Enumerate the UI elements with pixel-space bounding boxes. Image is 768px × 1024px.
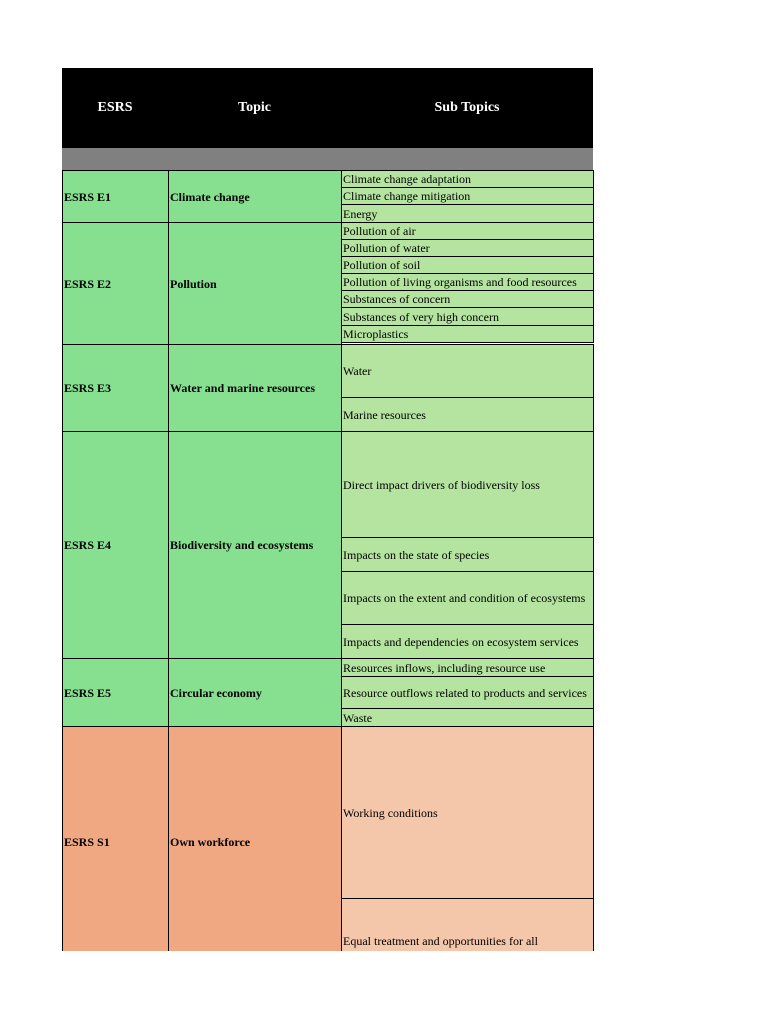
topic-cell: Water and marine resources [168,344,342,432]
subtopic-cell: Pollution of air [341,222,594,240]
subtopic-cell: Marine resources [341,397,594,432]
header-sub-topics: Sub Topics [434,100,500,115]
topic-cell: Biodiversity and ecosystems [168,431,342,659]
subtopic-cell: Resource outflows related to products and services [341,676,594,709]
esrs-code-cell: ESRS E5 [62,658,169,727]
esrs-code-cell: ESRS E3 [62,344,169,432]
subtopic-cell: Direct impact drivers of biodiversity loss [341,431,594,538]
subtopic-cell: Pollution of soil [341,256,594,274]
subtopic-cell: Water [341,344,594,398]
subtopic-cell: Substances of very high concern [341,307,594,326]
subtopic-cell: Pollution of living organisms and food resources [341,273,594,291]
header-separator-band [62,148,593,170]
subtopic-cell: Pollution of water [341,239,594,257]
esrs-code-cell: ESRS E4 [62,431,169,659]
subtopic-cell: Equal treatment and opportunities for all [341,898,594,951]
subtopic-cell: Energy [341,204,594,223]
topic-cell: Own workforce [168,726,342,951]
subtopic-cell: Substances of concern [341,290,594,308]
subtopic-cell: Resources inflows, including resource use [341,658,594,677]
header-topic: Topic [238,100,271,115]
esrs-code-cell: ESRS E1 [62,170,169,223]
subtopic-cell: Microplastics [341,325,594,343]
esrs-topics-table [62,68,594,951]
subtopic-cell: Impacts on the state of species [341,537,594,572]
subtopic-cell: Impacts and dependencies on ecosystem services [341,624,594,659]
topic-cell: Circular economy [168,658,342,727]
topic-cell: Pollution [168,222,342,345]
header-esrs: ESRS [97,100,133,115]
esrs-code-cell: ESRS S1 [62,726,169,951]
esrs-code-cell: ESRS E2 [62,222,169,345]
subtopic-cell: Working conditions [341,726,594,899]
subtopic-cell: Climate change adaptation [341,170,594,188]
table-header [62,68,593,148]
subtopic-cell: Climate change mitigation [341,187,594,205]
subtopic-cell: Waste [341,708,594,727]
topic-cell: Climate change [168,170,342,223]
subtopic-cell: Impacts on the extent and condition of ecosystems [341,571,594,625]
